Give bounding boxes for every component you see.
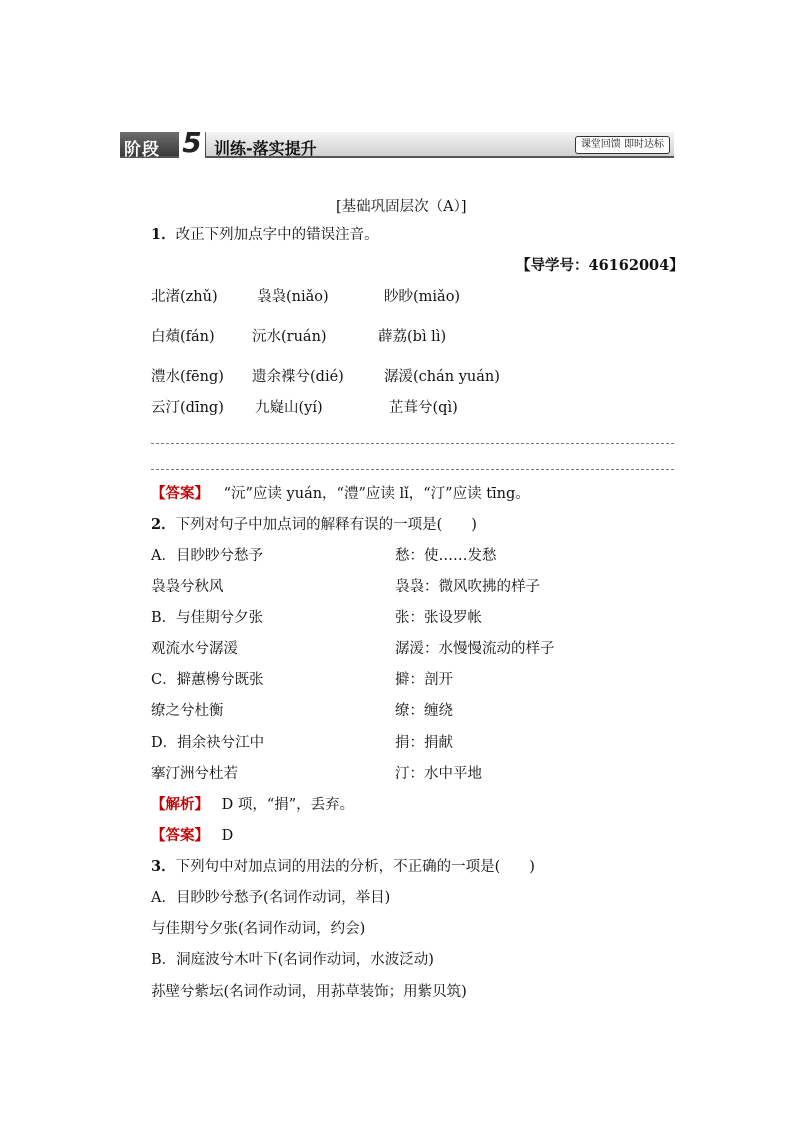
analysis-label: 【解析】 (151, 796, 209, 813)
answer-label: 【答案】 (151, 485, 209, 502)
banner-tag: 课堂回馈 即时达标 (575, 136, 670, 154)
question-3 (151, 860, 535, 875)
question-1-number: 1． (151, 226, 176, 243)
guide-number: 【导学号：46162004】 (516, 257, 684, 274)
answer-2-text: D (221, 828, 234, 844)
q1-item: 芷葺兮(qì) (389, 400, 458, 416)
q2-right: 张：张设罗帐 (395, 610, 482, 626)
banner-stage-block (120, 126, 206, 160)
q3-line: 与佳期兮夕张(名词作动词，约会) (151, 921, 366, 937)
q2-left: 搴汀洲兮杜若 (151, 766, 238, 782)
question-3-number: 3． (151, 858, 176, 875)
q1-item: 沅水(ruán) (252, 329, 327, 345)
q1-item: 云汀(dīng) (151, 400, 224, 416)
banner-title: 训练-落实提升 (214, 139, 317, 158)
q1-item: 澧水(fēng) (151, 369, 224, 385)
answer-label: 【答案】 (151, 827, 209, 844)
q1-item: 白薠(fán) (151, 329, 215, 345)
q1-item: 眇眇(miǎo) (384, 289, 461, 305)
banner-stage-label: 阶段 (124, 140, 160, 160)
q2-right: 汀：水中平地 (395, 766, 482, 782)
q2-right: 擗：剖开 (395, 672, 453, 688)
q1-item: 北渚(zhǔ) (151, 289, 218, 305)
q2-right: 愁：使……发愁 (395, 548, 497, 564)
q2-left: 袅袅兮秋风 (151, 579, 224, 595)
question-1-text: 改正下列加点字中的错误注音。 (175, 227, 379, 243)
q1-item: 九嶷山(yí) (255, 400, 323, 416)
banner-stage-number: 5 (179, 128, 205, 158)
question-2-number: 2． (151, 516, 176, 533)
q2-left: C．擗蕙櫋兮既张 (151, 672, 264, 688)
q2-left: B．与佳期兮夕张 (151, 610, 264, 626)
analysis-2-text: D 项，“捐”，丢弃。 (221, 797, 355, 813)
q1-item: 袅袅(niǎo) (257, 289, 329, 305)
question-2-text: 下列对句子中加点词的解释有误的一项是( ) (175, 517, 477, 533)
section-banner (120, 126, 674, 160)
answer-2 (151, 829, 233, 844)
question-3-text: 下列句中对加点词的用法的分析，不正确的一项是( ) (175, 859, 535, 875)
q1-item: 薜荔(bì lì) (378, 329, 447, 345)
question-2 (151, 518, 477, 533)
answer-1-text: “沅”应读 yuán，“澧”应读 lǐ，“汀”应读 tīng。 (223, 486, 530, 502)
answer-line (151, 469, 674, 470)
answer-line (151, 443, 674, 444)
q2-left: D．捐余袂兮江中 (151, 735, 265, 751)
q3-line: A．目眇眇兮愁予(名词作动词，举目) (151, 890, 391, 906)
q2-right: 袅袅：微风吹拂的样子 (395, 579, 540, 595)
q1-item: 潺湲(chán yuán) (384, 369, 500, 385)
q3-line: 荪壁兮紫坛(名词作动词，用荪草装饰；用紫贝筑) (151, 984, 467, 1000)
q2-left: 观流水兮潺湲 (151, 641, 238, 657)
q3-line: B．洞庭波兮木叶下(名词作动词，水波泛动) (151, 952, 434, 968)
answer-1 (151, 487, 530, 502)
q1-item: 遗余褋兮(dié) (252, 369, 344, 385)
section-title: [基础巩固层次（A）] (336, 199, 467, 215)
q2-right: 捐：捐献 (395, 735, 453, 751)
analysis-2 (151, 798, 354, 813)
q2-left: 缭之兮杜衡 (151, 703, 224, 719)
q2-right: 潺湲：水慢慢流动的样子 (395, 641, 555, 657)
q2-left: A．目眇眇兮愁予 (151, 548, 263, 564)
question-1 (151, 228, 379, 243)
q2-right: 缭：缠绕 (395, 703, 453, 719)
